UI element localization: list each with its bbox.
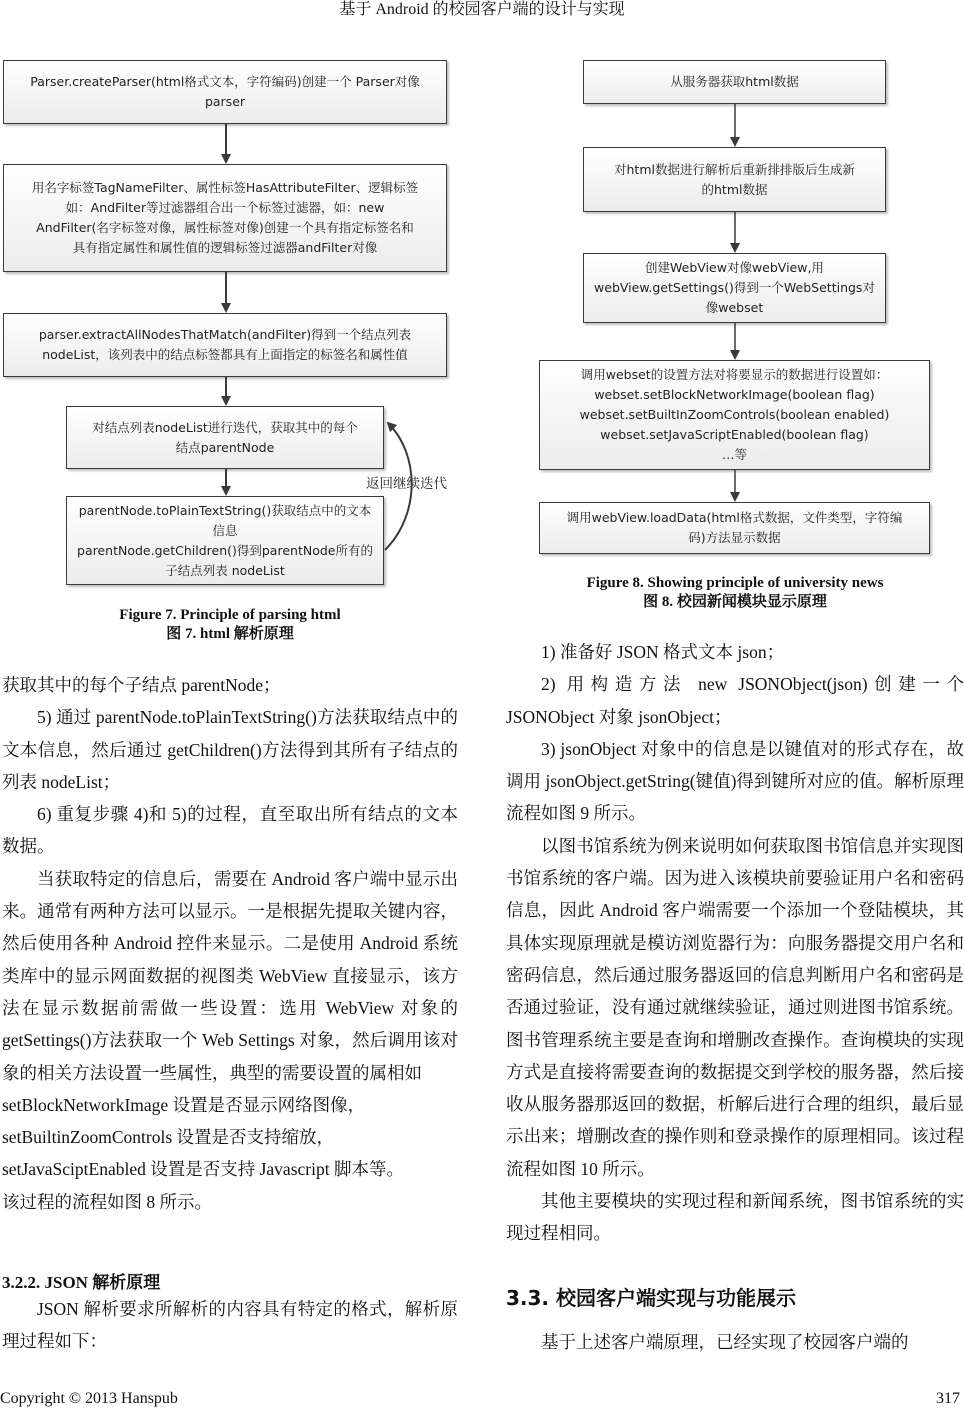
section-heading-3-2-2: 3.2.2. JSON 解析原理 — [2, 1273, 161, 1292]
box-text-line: AndFilter(名字标签对像，属性标签对像)创建一个具有指定标签名和 — [36, 220, 414, 235]
box-text-line: 信息 — [212, 522, 238, 538]
paragraph: 基于上述客户端原理，已经实现了校园客户端的 — [541, 1332, 909, 1352]
box-text-line: Parser.createParser(html格式文本，字符编码)创建一个 Parser对像 — [30, 74, 420, 89]
paragraph: 其他主要模块的实现过程和新闻系统，图书馆系统的实现过程相同。 — [506, 1191, 964, 1244]
right-column-after-heading — [506, 1326, 964, 1358]
fig7-caption-en: Figure 7. Principle of parsing html — [119, 607, 341, 623]
paragraph: 3) jsonObject 对象中的信息是以键值对的形式存在，故调用 jsonObject.getString(键值)得到键所对应的值。解析原理流程如图 9 所示。 — [506, 738, 964, 824]
paragraph: 获取其中的每个子结点 parentNode； — [2, 675, 281, 695]
page-number: 317 — [936, 1390, 960, 1407]
fig8-caption-en: Figure 8. Showing principle of university news — [586, 575, 884, 591]
box-text-line: 从服务器获取html数据 — [670, 74, 799, 89]
paragraph-line: setJavaSciptEnabled 设置是否支持 Javascript 脚本等。 — [2, 1159, 404, 1180]
box-text-line: webset.setJavaScriptEnabled(boolean flag) — [600, 427, 869, 442]
right-column — [506, 636, 964, 1250]
fig8-caption-zh: 图 8. 校园新闻模块显示原理 — [643, 594, 827, 610]
paragraph-line: 该过程的流程如图 8 所示。 — [2, 1191, 212, 1212]
left-column — [2, 669, 458, 1218]
box-text-line: parentNode.getChildren()得到parentNode所有的 — [77, 542, 373, 558]
paragraph: 6) 重复步骤 4)和 5)的过程，直至取出所有结点的文本数据。 — [2, 804, 458, 857]
box-text-line: 像webset — [705, 300, 764, 315]
running-title: 基于 Android 的校园客户端的设计与实现 — [339, 1, 625, 18]
fig7-caption-zh: 图 7. html 解析原理 — [166, 626, 294, 642]
box-text-line: 用名字标签TagNameFilter、属性标签HasAttributeFilter、逻辑标签 — [31, 180, 419, 195]
box-text-line: 结点parentNode — [175, 439, 275, 455]
box-text-line: 的html数据 — [701, 181, 768, 197]
fig7-loop-arrow — [385, 423, 412, 550]
box-text-line: nodeList，该列表中的结点标签都具有上面指定的标签名和属性值 — [42, 347, 408, 362]
paragraph-line: setBlockNetworkImage 设置是否显示网络图像， — [2, 1094, 366, 1115]
paragraph: 2) 用构造方法 new JSONObject(json)创建一个 JSONObject 对象 jsonObject； — [506, 674, 964, 727]
paragraph: JSON 解析要求所解析的内容具有特定的格式，解析原理过程如下： — [2, 1299, 458, 1352]
paragraph: 以图书馆系统为例来说明如何获取图书馆信息并实现图书馆系统的客户端。因为进入该模块前要验证用户名和密码信息，因此 Android 客户端需要一个添加一个登陆模块，其具体实现原理就是模访浏览器行为：向服务器提交用户名和密码信息，然后通过服务器返回的信息判断用户名和密码是否通过验证，没有通过就继续验证，通过则进图书馆系统。图书管理系统主要是查询和增删改查操作。查询模块的实现方式是直接将需要查询的数据提交到学校的服务器，然后接收从服务器那返回的数据，析解后进行合理的组织，最后显示出来；增删改查的操作则和登录操作的原理相同。该过程流程如图 10 所示。 — [506, 835, 964, 1179]
loop-back-label: 返回继续迭代 — [366, 476, 447, 492]
box-text-line: 调用webset的设置方法对将要显示的数据进行设置如： — [580, 367, 889, 382]
box-text-line: 对html数据进行解析后重新排排版后生成新 — [614, 161, 855, 177]
box-text-line: parser — [204, 94, 246, 109]
box-text-line: webset.setBuiltInZoomControls(boolean enabled) — [579, 407, 890, 422]
section-heading-3-3: 3.3. 校园客户端实现与功能展示 — [506, 1286, 796, 1310]
copyright: Copyright © 2013 Hanspub — [0, 1390, 178, 1407]
box-text-line: 如：AndFilter等过滤器组合出一个标签过滤器，如：new — [65, 200, 385, 215]
paragraph-line: setBuiltinZoomControls 设置是否支持缩放， — [2, 1127, 335, 1148]
paragraph: 5) 通过 parentNode.toPlainTextString()方法获取结点中的文本信息，然后通过 getChildren()方法得到其所有子结点的列表 nodeList； — [2, 707, 458, 792]
left-column-after-heading — [2, 1293, 458, 1358]
box-text-line: parser.extractAllNodesThatMatch(andFilter)得到一个结点列表 — [38, 327, 412, 342]
flow-arrows — [0, 0, 964, 620]
box-text-line: webset.setBlockNetworkImage(boolean flag) — [594, 387, 875, 402]
box-text-line: 码)方法显示数据 — [688, 530, 781, 545]
paragraph: 1) 准备好 JSON 格式文本 json； — [541, 642, 785, 662]
box-text-line: 子结点列表 nodeList — [165, 562, 285, 578]
box-text-line: 调用webView.loadData(html格式数据，文件类型，字符编 — [566, 510, 903, 525]
box-text-line: …等 — [721, 447, 747, 462]
box-text-line: webView.getSettings()得到一个WebSettings对 — [594, 280, 875, 295]
box-text-line: 创建WebView对像webView,用 — [645, 260, 824, 275]
box-text-line: 具有指定属性和属性值的逻辑标签过滤器andFilter对像 — [72, 240, 378, 255]
box-text-line: parentNode.toPlainTextString()获取结点中的文本 — [78, 502, 372, 518]
box-text-line: 对结点列表nodeList进行迭代，获取其中的每个 — [92, 419, 358, 435]
paragraph: 当获取特定的信息后，需要在 Android 客户端中显示出来。通常有两种方法可以显示。一是根据先提取关键内容，然后使用各种 Android 控件来显示。二是使用 Android 系统类库中的显示网面数据的视图类 WebView 直接显示，该方法在显示数据前需做一些设置：选用 WebView 对象的 getSettings()方法获取一个 Web Settings 对象，然后调用该对象的相关方法设置一些属性，典型的需要设置的属相如 — [2, 868, 458, 1083]
